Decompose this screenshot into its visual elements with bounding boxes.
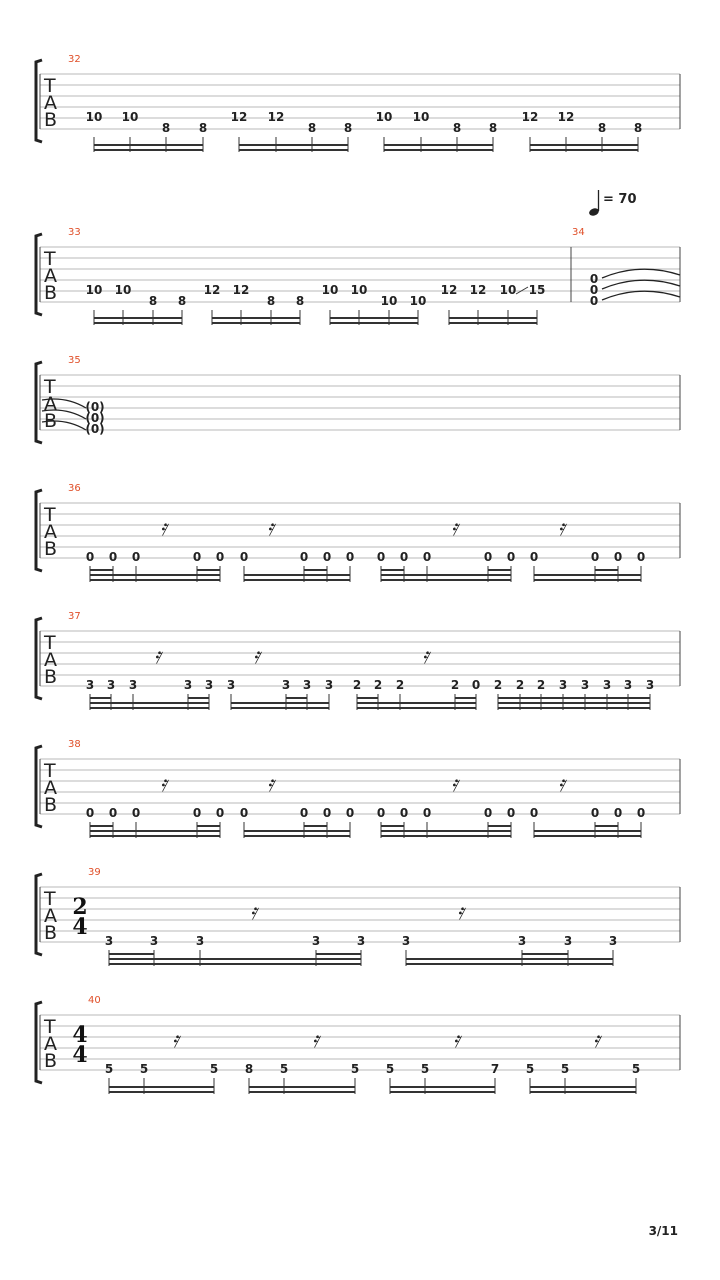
fret-number: 0 xyxy=(399,550,409,564)
fret-number: 8 xyxy=(177,294,187,308)
fret-number: 12 xyxy=(557,110,575,124)
fret-number: 8 xyxy=(161,121,171,135)
fret-number: 5 xyxy=(139,1062,149,1076)
tab-system-8 xyxy=(36,995,680,1094)
measure-number: 35 xyxy=(68,355,81,366)
fret-number: 0 xyxy=(422,550,432,564)
fret-number: 0 xyxy=(589,294,599,308)
fret-number: 3 xyxy=(311,934,321,948)
fret-number: 0 xyxy=(422,806,432,820)
measure-number: 34 xyxy=(572,227,585,238)
fret-number: 8 xyxy=(295,294,305,308)
tab-clef-a: A xyxy=(44,393,57,415)
fret-number: 0 xyxy=(376,806,386,820)
rhythm-beams xyxy=(94,310,537,325)
rest-symbols xyxy=(250,900,467,925)
fret-number: 0 xyxy=(85,550,95,564)
sixteenth-rest-icon: 𝄿 xyxy=(422,644,429,669)
rhythm-beams xyxy=(109,1078,636,1094)
fret-number: 3 xyxy=(324,678,334,692)
tab-clef-a: A xyxy=(44,1033,57,1055)
sixteenth-rest-icon: 𝄿 xyxy=(558,516,565,541)
fret-number: 0 xyxy=(192,550,202,564)
measure-number: 39 xyxy=(88,867,101,878)
fret-number: 3 xyxy=(128,678,138,692)
time-signature-bottom: 4 xyxy=(72,914,88,940)
rhythm-beams xyxy=(90,694,650,710)
sixteenth-rest-icon: 𝄿 xyxy=(453,1028,460,1053)
fret-number: 5 xyxy=(385,1062,395,1076)
fret-number: 10 xyxy=(350,283,368,297)
fret-number: 3 xyxy=(645,678,655,692)
fret-number: (0) xyxy=(85,400,105,414)
fret-number: 8 xyxy=(343,121,353,135)
tab-clef-a: A xyxy=(44,649,57,671)
fret-numbers xyxy=(105,1062,640,1076)
fret-number: 0 xyxy=(471,678,481,692)
fret-number: 5 xyxy=(209,1062,219,1076)
fret-number: 3 xyxy=(356,934,366,948)
fret-number: 0 xyxy=(131,550,141,564)
fret-number: 3 xyxy=(558,678,568,692)
system-bracket xyxy=(36,490,42,571)
fret-number: 0 xyxy=(215,806,225,820)
fret-number: 12 xyxy=(267,110,285,124)
fret-number: 0 xyxy=(483,806,493,820)
fret-number: 3 xyxy=(608,934,618,948)
fret-number: 0 xyxy=(589,283,599,297)
fret-number: 0 xyxy=(589,272,599,286)
fret-number: 2 xyxy=(352,678,362,692)
fret-number: 7 xyxy=(490,1062,500,1076)
fret-number: 12 xyxy=(440,283,458,297)
staff-lines xyxy=(40,1015,680,1070)
fret-number: 0 xyxy=(322,550,332,564)
rhythm-beams xyxy=(90,566,641,582)
fret-number: 10 xyxy=(380,294,398,308)
sixteenth-rest-icon: 𝄿 xyxy=(160,516,167,541)
fret-numbers xyxy=(105,934,617,948)
fret-number: 3 xyxy=(204,678,214,692)
fret-numbers xyxy=(86,550,645,564)
fret-number: 8 xyxy=(148,294,158,308)
fret-number: 8 xyxy=(307,121,317,135)
fret-numbers xyxy=(86,678,654,692)
fret-number: 8 xyxy=(597,121,607,135)
fret-number: 10 xyxy=(412,110,430,124)
fret-number: 8 xyxy=(198,121,208,135)
fret-number: 0 xyxy=(215,550,225,564)
fret-number: 3 xyxy=(281,678,291,692)
fret-number: 8 xyxy=(488,121,498,135)
fret-number: 5 xyxy=(104,1062,114,1076)
fret-number: 3 xyxy=(602,678,612,692)
sixteenth-rest-icon: 𝄿 xyxy=(593,1028,600,1053)
fret-number: 0 xyxy=(506,806,516,820)
tab-clef-t: T xyxy=(44,248,56,270)
fret-number: 2 xyxy=(536,678,546,692)
fret-number: 5 xyxy=(420,1062,430,1076)
staff-lines xyxy=(40,375,680,430)
fret-number: 0 xyxy=(299,550,309,564)
fret-number: 10 xyxy=(85,110,103,124)
tab-clef-t: T xyxy=(44,632,56,654)
tab-clef-a: A xyxy=(44,92,57,114)
tab-system-1 xyxy=(36,54,680,152)
sixteenth-rest-icon: 𝄿 xyxy=(172,1028,179,1053)
measure-number: 40 xyxy=(88,995,101,1006)
rhythm-beams xyxy=(109,950,613,966)
fret-number: 12 xyxy=(232,283,250,297)
fret-numbers xyxy=(86,272,599,308)
fret-number: 3 xyxy=(195,934,205,948)
measure-number: 36 xyxy=(68,483,81,494)
fret-number: 0 xyxy=(108,806,118,820)
fret-number: 0 xyxy=(483,550,493,564)
fret-number: 0 xyxy=(590,550,600,564)
fret-number: 10 xyxy=(375,110,393,124)
fret-number: 3 xyxy=(106,678,116,692)
page-number: 3/11 xyxy=(648,1224,678,1238)
sixteenth-rest-icon: 𝄿 xyxy=(154,644,161,669)
fret-number: 3 xyxy=(183,678,193,692)
measure-number: 37 xyxy=(68,611,81,622)
fret-number: 0 xyxy=(636,550,646,564)
fret-number: 10 xyxy=(409,294,427,308)
tab-system-2 xyxy=(36,227,680,325)
fret-number: 3 xyxy=(401,934,411,948)
fret-number: 0 xyxy=(613,550,623,564)
fret-number: 5 xyxy=(350,1062,360,1076)
fret-number: 10 xyxy=(121,110,139,124)
tab-clef-b: B xyxy=(44,410,58,432)
fret-number: 8 xyxy=(633,121,643,135)
fret-number: 0 xyxy=(345,806,355,820)
system-bracket xyxy=(36,874,42,955)
fret-number: 0 xyxy=(399,806,409,820)
sixteenth-rest-icon: 𝄿 xyxy=(451,516,458,541)
tab-clef-t: T xyxy=(44,504,56,526)
measure-number: 32 xyxy=(68,54,81,65)
time-signature-bottom: 4 xyxy=(72,1042,88,1068)
tab-clef-b: B xyxy=(44,538,58,560)
fret-number: 3 xyxy=(104,934,114,948)
fret-number: (0) xyxy=(85,411,105,425)
fret-number: 0 xyxy=(131,806,141,820)
fret-number: 2 xyxy=(373,678,383,692)
time-signature-top: 4 xyxy=(72,1022,88,1048)
fret-number: 8 xyxy=(244,1062,254,1076)
fret-number: 5 xyxy=(525,1062,535,1076)
tab-clef-t: T xyxy=(44,1016,56,1038)
tab-clef-b: B xyxy=(44,922,58,944)
tab-system-5 xyxy=(36,611,680,710)
fret-number: 0 xyxy=(192,806,202,820)
fret-number: 0 xyxy=(376,550,386,564)
tab-clef-t: T xyxy=(44,760,56,782)
fret-number: 10 xyxy=(85,283,103,297)
system-bracket xyxy=(36,60,42,142)
sixteenth-rest-icon: 𝄿 xyxy=(451,772,458,797)
tab-clef-a: A xyxy=(44,521,57,543)
system-bracket xyxy=(36,362,42,443)
fret-number: 10 xyxy=(499,283,517,297)
fret-number: 2 xyxy=(450,678,460,692)
fret-number: 0 xyxy=(239,806,249,820)
fret-number: 3 xyxy=(302,678,312,692)
rest-symbols xyxy=(160,516,568,541)
tab-clef-a: A xyxy=(44,265,57,287)
tab-clef-a: A xyxy=(44,777,57,799)
fret-number: 12 xyxy=(469,283,487,297)
fret-number: 3 xyxy=(517,934,527,948)
fret-number: 5 xyxy=(631,1062,641,1076)
fret-number: 3 xyxy=(149,934,159,948)
tie-arcs xyxy=(602,269,680,300)
fret-number: 0 xyxy=(239,550,249,564)
fret-number: 0 xyxy=(529,550,539,564)
tab-system-7 xyxy=(36,867,680,966)
tab-clef-t: T xyxy=(44,75,56,97)
fret-number: 10 xyxy=(114,283,132,297)
fret-number: 12 xyxy=(230,110,248,124)
tab-clef-b: B xyxy=(44,794,58,816)
fret-number: 12 xyxy=(203,283,221,297)
fret-number: 3 xyxy=(563,934,573,948)
fret-number: 2 xyxy=(515,678,525,692)
fret-number: 0 xyxy=(590,806,600,820)
tab-clef-b: B xyxy=(44,109,58,131)
rhythm-beams xyxy=(94,137,638,152)
fret-number: 8 xyxy=(452,121,462,135)
quarter-note-icon xyxy=(588,190,600,217)
rhythm-beams xyxy=(90,822,641,838)
fret-number: 0 xyxy=(322,806,332,820)
sixteenth-rest-icon: 𝄿 xyxy=(253,644,260,669)
fret-number: 12 xyxy=(521,110,539,124)
sixteenth-rest-icon: 𝄿 xyxy=(267,516,274,541)
tab-clef-a: A xyxy=(44,905,57,927)
system-bracket xyxy=(36,618,42,699)
fret-numbers xyxy=(85,400,104,436)
sixteenth-rest-icon: 𝄿 xyxy=(160,772,167,797)
fret-number: 0 xyxy=(613,806,623,820)
fret-number: 0 xyxy=(506,550,516,564)
tab-system-6 xyxy=(36,739,680,838)
measure-number: 38 xyxy=(68,739,81,750)
time-signature-top: 2 xyxy=(72,894,88,920)
tempo-value: = 70 xyxy=(603,192,637,207)
fret-number: 3 xyxy=(623,678,633,692)
fret-number: 15 xyxy=(528,283,546,297)
fret-number: 8 xyxy=(266,294,276,308)
fret-numbers xyxy=(86,806,645,820)
sixteenth-rest-icon: 𝄿 xyxy=(312,1028,319,1053)
tab-clef-t: T xyxy=(44,376,56,398)
sixteenth-rest-icon: 𝄿 xyxy=(250,900,257,925)
fret-number: 0 xyxy=(345,550,355,564)
fret-number: 3 xyxy=(85,678,95,692)
fret-number: 0 xyxy=(636,806,646,820)
fret-number: 0 xyxy=(299,806,309,820)
fret-numbers xyxy=(86,110,643,135)
system-bracket xyxy=(36,746,42,827)
tab-clef-b: B xyxy=(44,666,58,688)
measure-number: 33 xyxy=(68,227,81,238)
sixteenth-rest-icon: 𝄿 xyxy=(558,772,565,797)
tab-clef-t: T xyxy=(44,888,56,910)
sixteenth-rest-icon: 𝄿 xyxy=(267,772,274,797)
fret-number: 0 xyxy=(85,806,95,820)
fret-number: 10 xyxy=(321,283,339,297)
fret-number: (0) xyxy=(85,422,105,436)
system-bracket xyxy=(36,234,42,315)
tab-system-3 xyxy=(36,355,680,443)
rest-symbols xyxy=(154,644,432,669)
rest-symbols xyxy=(172,1028,603,1053)
system-bracket xyxy=(36,1002,42,1083)
tab-clef-b: B xyxy=(44,1050,58,1072)
fret-number: 3 xyxy=(226,678,236,692)
fret-number: 0 xyxy=(529,806,539,820)
tab-clef-b: B xyxy=(44,282,58,304)
fret-number: 2 xyxy=(395,678,405,692)
sixteenth-rest-icon: 𝄿 xyxy=(457,900,464,925)
rest-symbols xyxy=(160,772,568,797)
tempo-marking xyxy=(588,190,636,217)
fret-number: 5 xyxy=(560,1062,570,1076)
fret-number: 0 xyxy=(108,550,118,564)
fret-number: 3 xyxy=(580,678,590,692)
fret-number: 5 xyxy=(279,1062,289,1076)
fret-number: 2 xyxy=(493,678,503,692)
tab-system-4 xyxy=(36,483,680,582)
